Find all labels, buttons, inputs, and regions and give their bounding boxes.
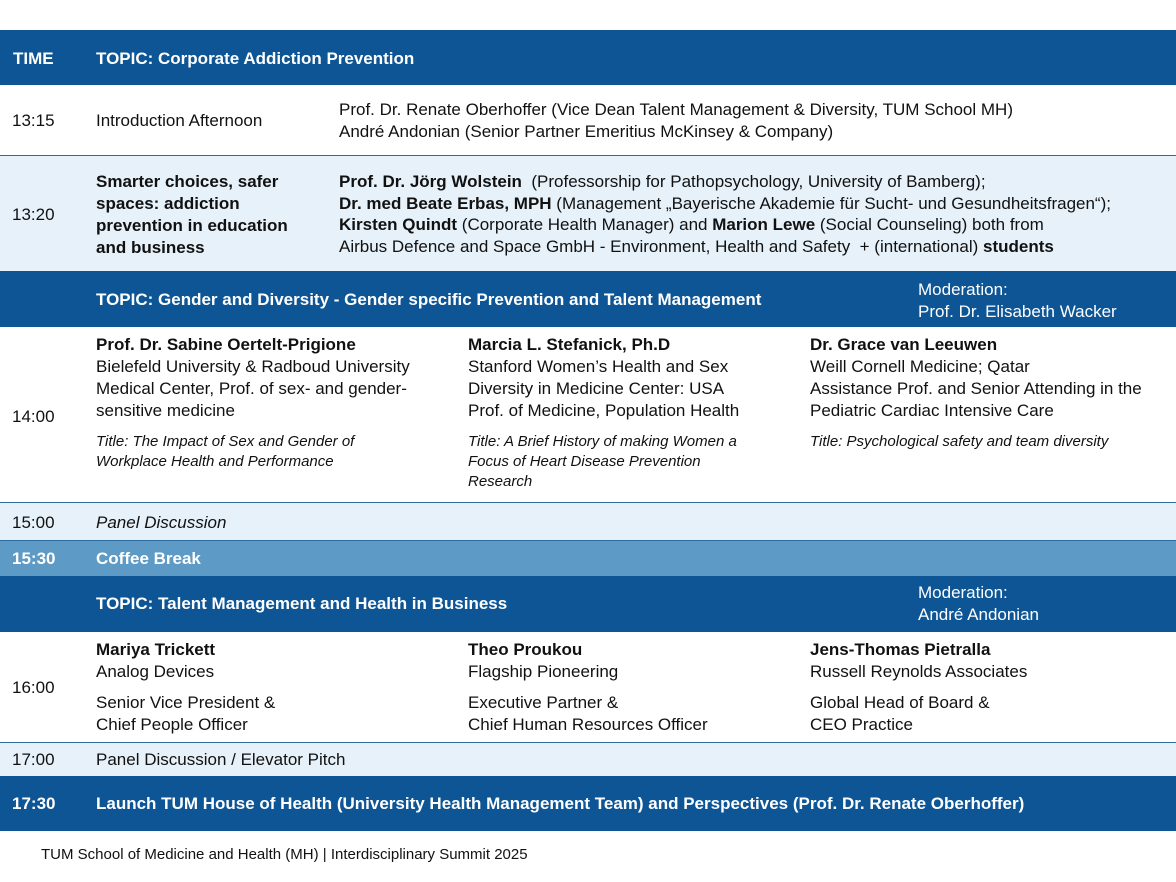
speaker-affiliation: (Professorship for Pathopsychology, University of Bamberg);: [521, 172, 986, 191]
talk-title-line: Focus of Heart Disease Prevention: [468, 453, 701, 470]
session-title-line: Smarter choices, safer: [96, 172, 279, 191]
affiliation-line: Prof. of Medicine, Population Health: [468, 401, 740, 420]
affiliation-line: sensitive medicine: [96, 401, 235, 420]
row-time: 15:00: [12, 513, 55, 532]
talk-title: [810, 432, 1142, 452]
topic-title: TOPIC: Talent Management and Health in Business: [96, 594, 508, 613]
talk-title-line: Title: Psychological safety and team diversity: [810, 433, 1109, 450]
talk-title-line: Research: [468, 473, 533, 490]
speaker-name: Theo Proukou: [468, 640, 583, 659]
affiliation-line: Stanford Women’s Health and Sex: [468, 357, 729, 376]
speaker-name: Dr. Grace van Leeuwen: [810, 335, 998, 354]
row-title: Coffee Break: [96, 549, 201, 568]
speaker-line: [339, 171, 986, 193]
role-line: Executive Partner &: [468, 693, 619, 712]
speaker-role: [468, 692, 708, 736]
speaker-affiliation: (Social Counseling) both from: [815, 215, 1044, 234]
talk-title: [96, 432, 410, 472]
row-time: 15:30: [12, 549, 56, 568]
topic-row-business: [0, 576, 1176, 632]
speaker-card: [810, 334, 1142, 452]
row-time: 14:00: [12, 407, 55, 426]
speaker-name: Mariya Trickett: [96, 640, 216, 659]
session-title-line: spaces: addiction: [96, 194, 240, 213]
schedule-row-coffee-break: [0, 541, 1176, 576]
role-line: Chief Human Resources Officer: [468, 715, 708, 734]
speaker-card: [96, 639, 275, 736]
row-time: 13:15: [12, 111, 55, 130]
session-title-line: prevention in education: [96, 216, 288, 235]
affiliation-line: Pediatric Cardiac Intensive Care: [810, 401, 1054, 420]
speaker-name: Jens-Thomas Pietralla: [810, 640, 991, 659]
speaker-line: [339, 214, 1044, 236]
moderation-label: Moderation:: [918, 280, 1008, 299]
speaker-card: [96, 334, 410, 472]
row-title: Panel Discussion / Elevator Pitch: [96, 750, 346, 769]
schedule-row-gender-speakers: [0, 327, 1176, 503]
affiliation-line: Weill Cornell Medicine; Qatar: [810, 357, 1030, 376]
schedule-row-business-speakers: [0, 632, 1176, 743]
row-title: Introduction Afternoon: [96, 111, 263, 130]
talk-title: [468, 432, 739, 492]
speaker-affiliation: [810, 356, 1142, 422]
speaker-affiliation: (Corporate Health Manager) and: [457, 215, 713, 234]
speaker-affiliation: [96, 356, 410, 422]
moderator-name: André Andonian: [918, 605, 1039, 624]
speaker-card: [468, 639, 708, 736]
moderation-label: Moderation:: [918, 583, 1008, 602]
speaker-card: [468, 334, 739, 492]
speaker-name: Dr. med Beate Erbas, MPH: [339, 194, 552, 213]
speaker-affiliation: Airbus Defence and Space GmbH - Environment, Health and Safety + (international): [339, 237, 983, 256]
schedule-row-launch: [0, 776, 1176, 831]
role-line: Senior Vice President &: [96, 693, 276, 712]
affiliation-line: Diversity in Medicine Center: USA: [468, 379, 725, 398]
row-time: 13:20: [12, 205, 55, 224]
speaker-name: Marcia L. Stefanick, Ph.D: [468, 335, 671, 354]
speaker-role: [96, 692, 275, 736]
affiliation-line: Assistance Prof. and Senior Attending in the: [810, 379, 1142, 398]
speaker-affiliation: (Management „Bayerische Akademie für Sucht- und Gesundheitsfragen“);: [551, 194, 1111, 213]
talk-title-line: Title: The Impact of Sex and Gender of: [96, 433, 355, 450]
intro-speaker-line: Prof. Dr. Renate Oberhoffer (Vice Dean Talent Management & Diversity, TUM School MH): [339, 100, 1013, 119]
topic-header: TOPIC: Corporate Addiction Prevention: [96, 49, 415, 68]
schedule-row-elevator-pitch: [0, 743, 1176, 776]
schedule-row-addiction: [0, 156, 1176, 271]
moderator-name: Prof. Dr. Elisabeth Wacker: [918, 302, 1117, 321]
header-row: [0, 30, 1176, 85]
topic-row-gender: [0, 271, 1176, 327]
row-title: Panel Discussion: [96, 513, 227, 532]
schedule-row-intro: [0, 85, 1176, 156]
session-title: [96, 171, 288, 259]
talk-title-line: Title: A Brief History of making Women a: [468, 433, 737, 450]
affiliation-line: Bielefeld University & Radboud University: [96, 357, 410, 376]
row-time: 16:00: [12, 678, 55, 697]
audience-label: students: [982, 237, 1054, 256]
talk-title-line: Workplace Health and Performance: [96, 453, 334, 470]
role-line: Chief People Officer: [96, 715, 248, 734]
speaker-name: Prof. Dr. Sabine Oertelt-Prigione: [96, 335, 356, 354]
speaker-line: [339, 193, 1111, 215]
speaker-line: [339, 236, 1054, 258]
speaker-company: Flagship Pioneering: [468, 662, 619, 681]
speaker-company: Russell Reynolds Associates: [810, 662, 1028, 681]
speaker-role: [810, 692, 1027, 736]
row-time: 17:00: [12, 750, 55, 769]
session-title-line: and business: [96, 238, 205, 257]
speaker-name: Prof. Dr. Jörg Wolstein: [339, 172, 522, 191]
time-column-header: TIME: [13, 49, 54, 68]
speaker-card: [810, 639, 1027, 736]
role-line: CEO Practice: [810, 715, 913, 734]
speaker-company: Analog Devices: [96, 662, 215, 681]
topic-title: TOPIC: Gender and Diversity - Gender specific Prevention and Talent Management: [96, 290, 762, 309]
intro-speaker-line: André Andonian (Senior Partner Emeritius McKinsey & Company): [339, 122, 834, 141]
speaker-name: Marion Lewe: [712, 215, 816, 234]
speaker-name: Kirsten Quindt: [339, 215, 458, 234]
affiliation-line: Medical Center, Prof. of sex- and gender-: [96, 379, 407, 398]
speaker-affiliation: [468, 356, 739, 422]
schedule-row-panel: [0, 503, 1176, 541]
role-line: Global Head of Board &: [810, 693, 990, 712]
row-title: Launch TUM House of Health (University Health Management Team) and Perspectives (Prof. Dr. Renate Oberhoffer): [96, 794, 1025, 813]
page-footer: TUM School of Medicine and Health (MH) | Interdisciplinary Summit 2025: [41, 846, 528, 863]
row-time: 17:30: [12, 794, 56, 813]
